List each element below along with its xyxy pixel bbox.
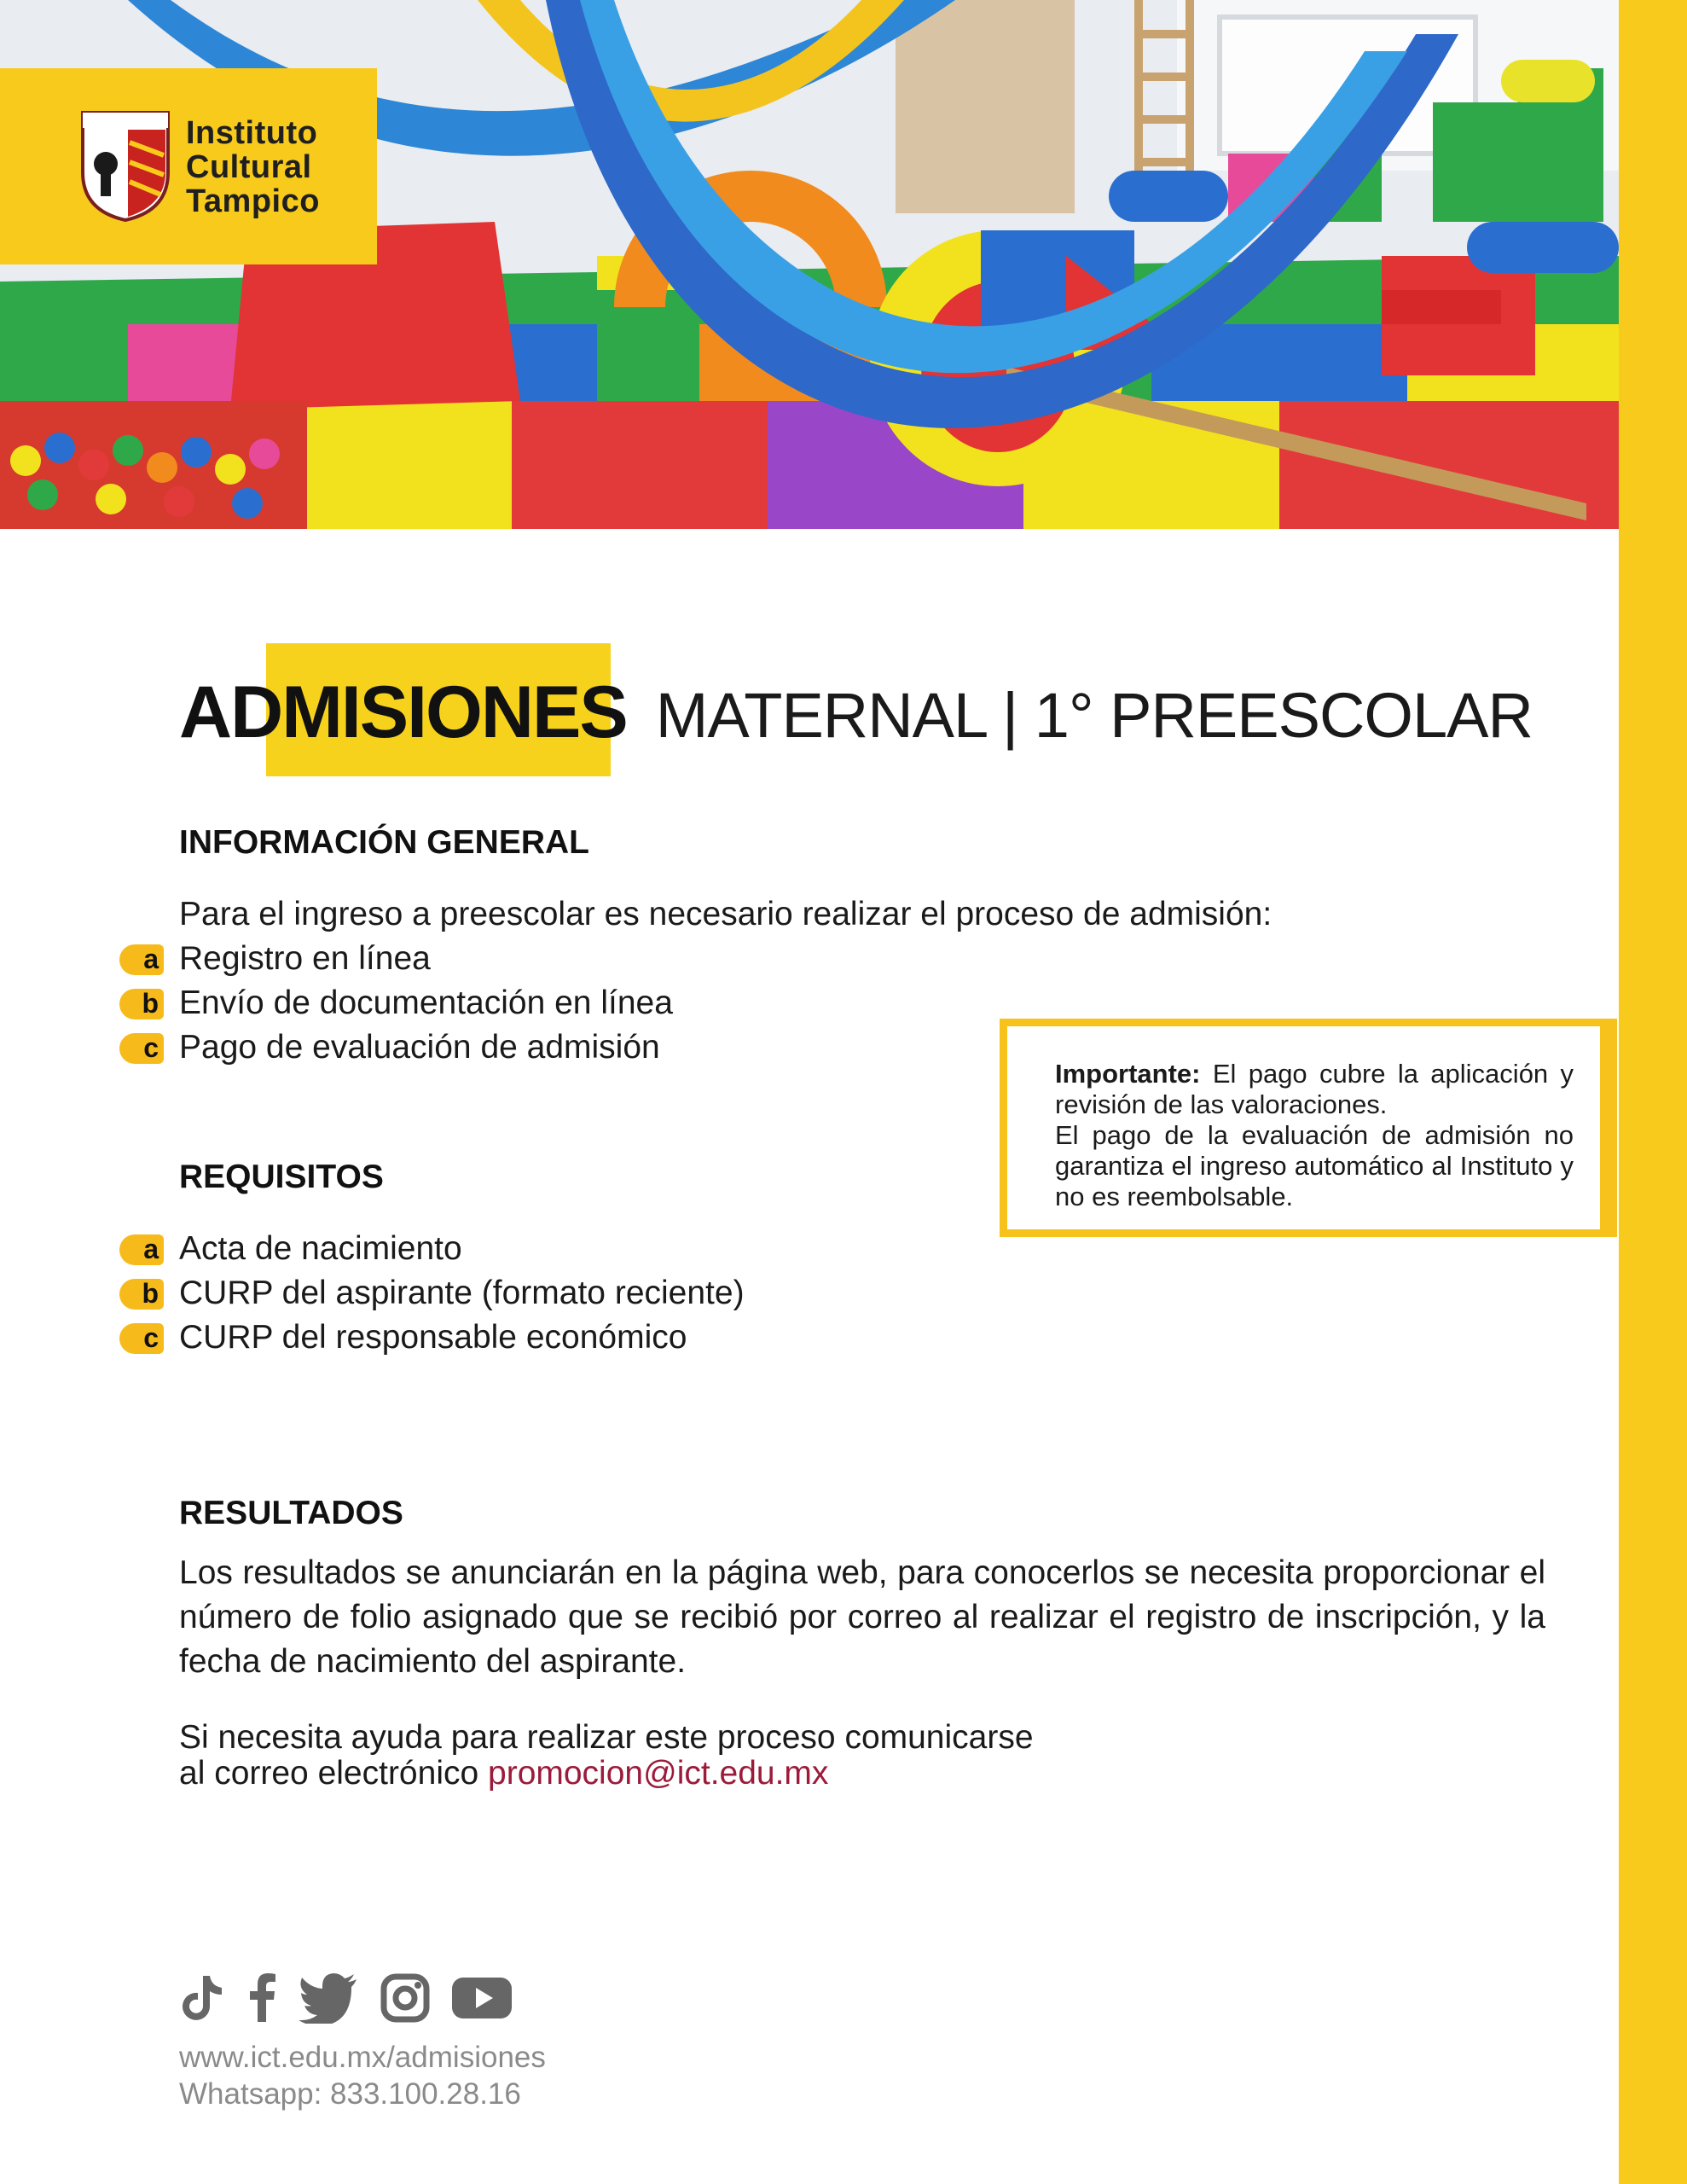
list-item: c Pago de evaluación de admisión — [119, 1025, 673, 1070]
side-accent-band — [1619, 0, 1687, 2184]
bullet-badge: b — [119, 989, 164, 1019]
results-heading: RESULTADOS — [179, 1495, 403, 1531]
title-sub: MATERNAL | 1° PREESCOLAR — [655, 680, 1533, 751]
logo-block — [0, 68, 377, 264]
instagram-icon[interactable] — [380, 1973, 430, 2023]
logo-wordmark — [186, 116, 320, 218]
general-heading: INFORMACIÓN GENERAL — [179, 824, 589, 861]
logo-line-3: Tampico — [186, 183, 320, 219]
important-label: Importante: — [1055, 1059, 1201, 1089]
bullet-badge: a — [119, 1234, 164, 1265]
tiktok-icon[interactable] — [177, 1972, 225, 2024]
help-line-2: al correo electrónico promocion@ict.edu.mx — [179, 1755, 829, 1792]
bullet-badge: b — [119, 1279, 164, 1310]
help-text — [179, 1720, 1034, 1792]
school-crest-icon — [78, 104, 172, 224]
notice-edge — [1600, 1019, 1617, 1237]
important-text — [1055, 1059, 1574, 1212]
logo-line-1: Instituto — [186, 115, 318, 151]
social-icons — [177, 1972, 512, 2024]
list-item: b CURP del aspirante (formato reciente) — [119, 1271, 745, 1316]
general-steps-list — [119, 937, 673, 1070]
list-item: b Envío de documentación en línea — [119, 981, 673, 1025]
important-notice — [1000, 1019, 1617, 1237]
whatsapp-number: Whatsapp: 833.100.28.16 — [179, 2077, 521, 2111]
list-item: a Acta de nacimiento — [119, 1227, 745, 1271]
facebook-icon[interactable] — [247, 1972, 276, 2024]
help-line-1: Si necesita ayuda para realizar este proceso comunicarse — [179, 1719, 1034, 1756]
bullet-badge: c — [119, 1033, 164, 1064]
logo-line-2: Cultural — [186, 149, 312, 185]
email-link[interactable]: promocion@ict.edu.mx — [488, 1755, 829, 1792]
page-title — [179, 665, 1533, 781]
twitter-icon[interactable] — [299, 1972, 358, 2024]
general-intro: Para el ingreso a preescolar es necesario realizar el proceso de admisión: — [179, 896, 1272, 932]
youtube-icon[interactable] — [452, 1976, 512, 2020]
website-link[interactable]: www.ict.edu.mx/admisiones — [179, 2041, 546, 2074]
bullet-badge: a — [119, 944, 164, 975]
important-line-2: El pago de la evaluación de admisión no garantiza el ingreso automático al Instituto y no es reembolsable. — [1055, 1120, 1574, 1211]
requirements-list — [119, 1227, 745, 1360]
important-line-1: El pago cubre la aplicación y revisión de las valoraciones. — [1055, 1059, 1574, 1119]
list-item: c CURP del responsable económico — [119, 1316, 745, 1360]
requirements-heading: REQUISITOS — [179, 1159, 384, 1195]
list-item: a Registro en línea — [119, 937, 673, 981]
title-main: ADMISIONES — [179, 671, 627, 753]
results-text: Los resultados se anunciarán en la página web, para conocerlos se necesita proporcionar el número de folio asignado que se recibió por correo al realizar el registro de inscripción, y la fecha de nacimiento del aspirante. — [179, 1554, 1545, 1680]
bullet-badge: c — [119, 1323, 164, 1354]
